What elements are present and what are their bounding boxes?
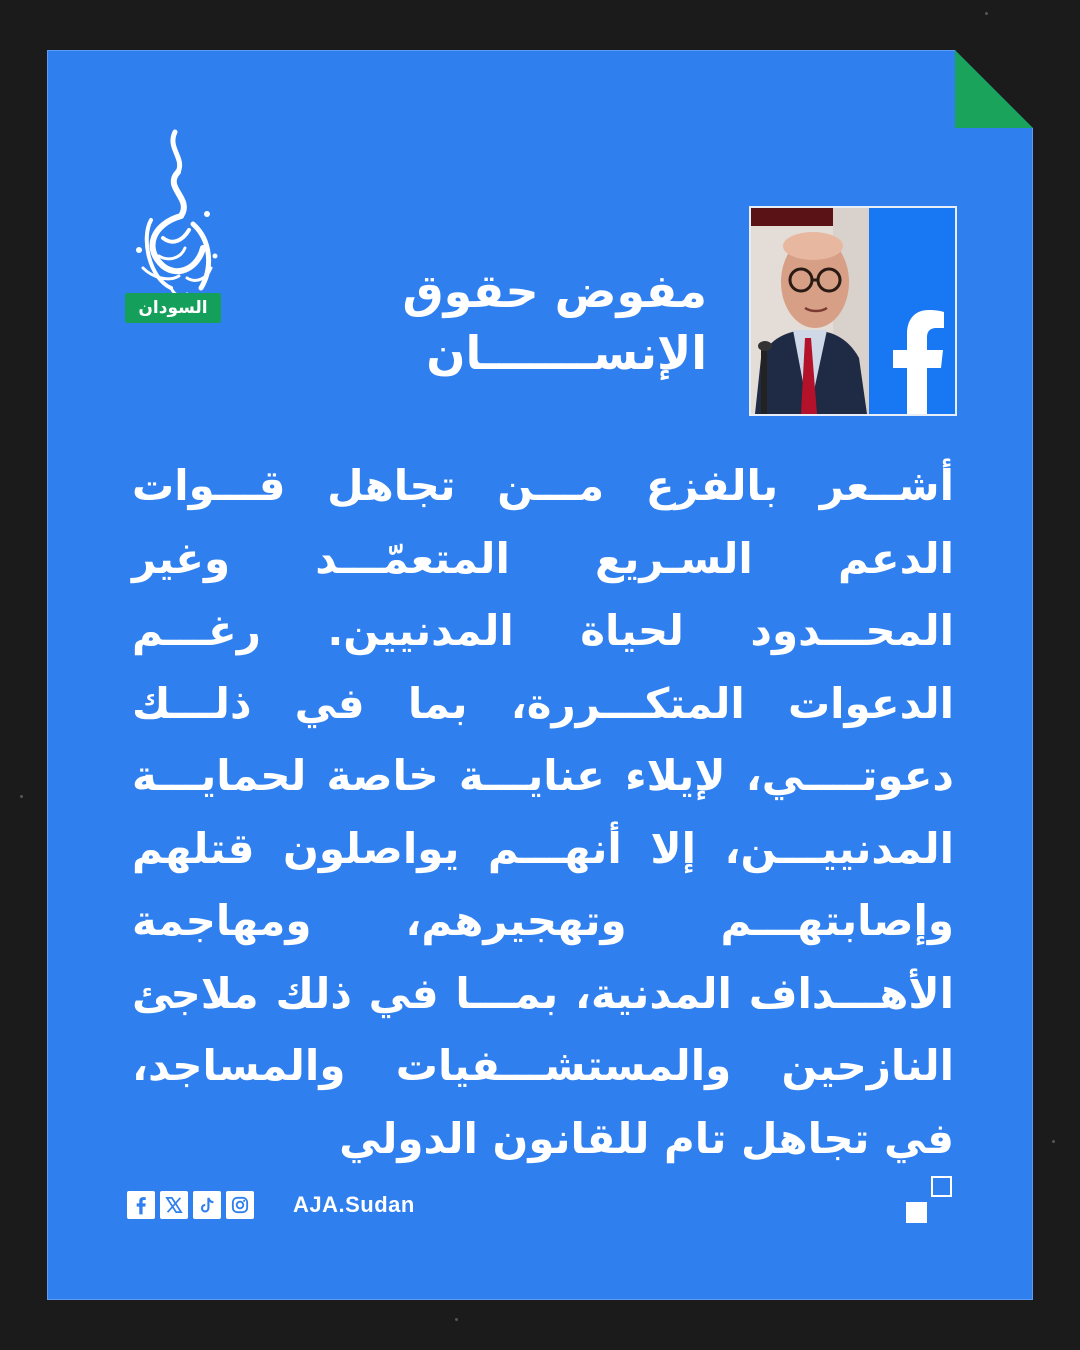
decorative-squares-icon bbox=[905, 1176, 953, 1224]
speaker-photo bbox=[749, 206, 957, 416]
headline-line-1: مفوض حقوق bbox=[402, 264, 707, 318]
quote-text: أشــعر بالفزع مـــن تجاهل قـــوات الدعم السـريع المتعمّـــد وغير المحـــدود لحياة المدنيين. رغـــم الدعوات المتكـــررة، بما في ذلـــك دعوتــــي، لإيلاء عنايـــة خاصة لحمايـــة المدنييـــن، إلا أنهـــم يواصلون قتلهم وإصابتهـــم وتهجيرهم، ومهاجمة الأهـــداف المدنية، بمـــا في ذلك ملاجئ النازحين والمستشـــفيات والمساجد، في تجاهل تام للقانون الدولي bbox=[132, 461, 954, 1163]
background-speck bbox=[20, 795, 23, 798]
region-badge: السودان bbox=[125, 293, 221, 323]
social-icons bbox=[127, 1191, 254, 1219]
facebook-source-strip bbox=[869, 208, 955, 414]
background-speck bbox=[1052, 1140, 1055, 1143]
facebook-icon bbox=[869, 208, 955, 414]
facebook-icon[interactable] bbox=[127, 1191, 155, 1219]
background-speck bbox=[985, 12, 988, 15]
x-icon[interactable] bbox=[160, 1191, 188, 1219]
quote-card bbox=[47, 50, 1033, 1300]
background-speck bbox=[455, 1318, 458, 1321]
speaker-portrait bbox=[751, 208, 869, 414]
headline-line-2: الإنســـــــان bbox=[426, 326, 707, 380]
instagram-icon[interactable] bbox=[226, 1191, 254, 1219]
headline bbox=[327, 260, 707, 384]
social-handle[interactable]: AJA.Sudan bbox=[293, 1192, 415, 1217]
tiktok-icon[interactable] bbox=[193, 1191, 221, 1219]
